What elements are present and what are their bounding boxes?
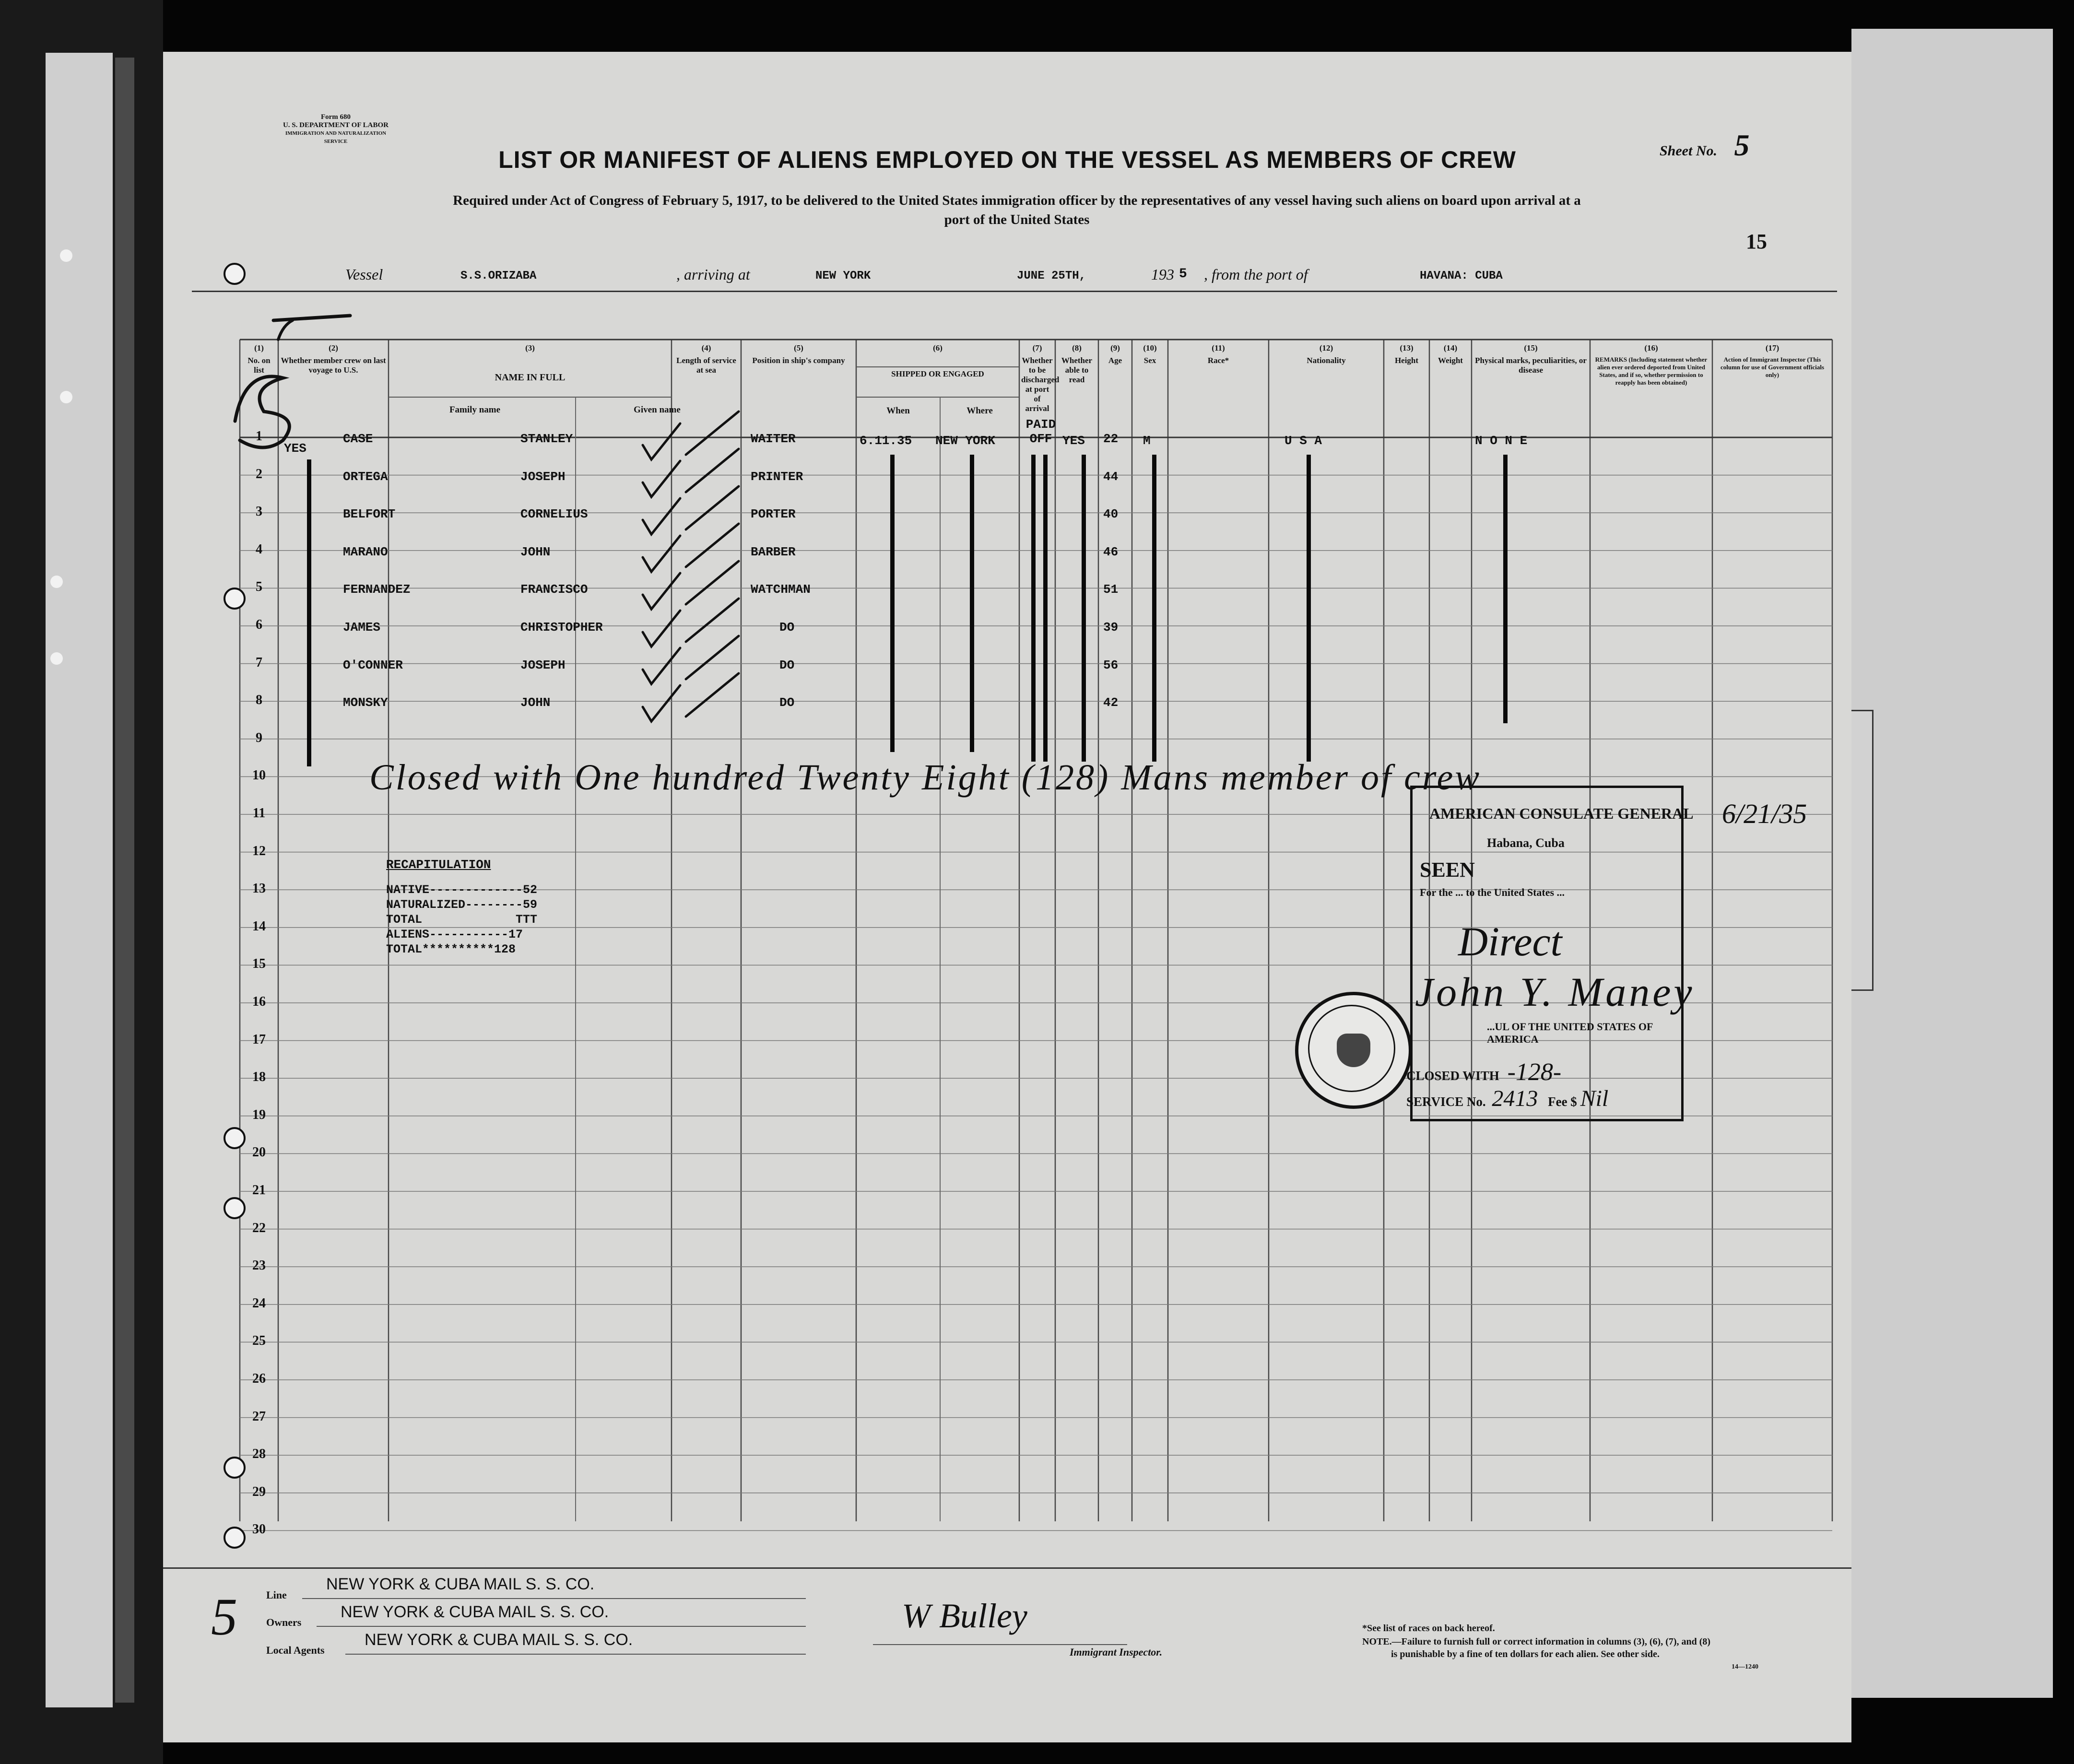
row-number: 23 [252, 1258, 266, 1273]
row-number: 19 [252, 1107, 266, 1122]
column-header: REMARKS (Including statement whether alien ever ordered deported from United States, and if so, whether permission to reapply has been obtained) [1595, 356, 1708, 386]
races-note: *See list of races on back hereof. [1362, 1623, 1495, 1634]
where-subheader: Where [966, 406, 993, 416]
nationality-value: U S A [1284, 434, 1322, 448]
family-name-cell: MARANO [343, 544, 388, 559]
family-name-cell: ORTEGA [343, 469, 388, 484]
row-number: 25 [252, 1333, 266, 1349]
sheet-number: 5 [1734, 128, 1750, 162]
age-cell: 44 [1103, 469, 1119, 484]
column-number: (5) [794, 343, 803, 353]
member-last-voyage: YES [284, 441, 306, 456]
age-cell: 51 [1103, 582, 1119, 597]
column-header: Height [1394, 356, 1419, 365]
position-cell: WAITER [751, 432, 796, 446]
consulate-stamp-header: AMERICAN CONSULATE GENERAL [1429, 805, 1694, 822]
family-name-subheader: Family name [449, 405, 501, 415]
manifest-sheet [163, 52, 1851, 1742]
column-number: (12) [1319, 343, 1333, 353]
column-number: (3) [525, 343, 535, 353]
row-number: 1 [256, 429, 262, 444]
agents-label: Local Agents [266, 1644, 325, 1656]
binding-hole-icon [60, 249, 72, 262]
line-value: NEW YORK & CUBA MAIL S. S. CO. [326, 1575, 595, 1593]
row-number: 17 [252, 1032, 266, 1047]
recap-line: NATURALIZED--------59 [386, 898, 538, 912]
binding-hole-icon [224, 1457, 246, 1479]
subtitle-line-1: Required under Act of Congress of February 5, 1917, to be delivered to the United States immigration officer by the representatives of any vessel having such aliens on board upon arrival at a [453, 193, 1581, 208]
row-number: 16 [252, 994, 266, 1009]
from-port-label: , from the port of [1204, 266, 1308, 283]
column-header: Action of Immigrant Inspector (This column for use of Government officials only) [1720, 356, 1825, 378]
shipped-when: 6.11.35 [860, 434, 912, 448]
column-header: NAME IN FULL [495, 372, 566, 383]
column-number: (10) [1143, 343, 1157, 353]
row-number: 24 [252, 1295, 266, 1311]
column-number: (14) [1443, 343, 1458, 353]
column-header: Whether able to read [1061, 356, 1093, 384]
binding-hole-icon [50, 576, 63, 588]
column-number: (11) [1212, 343, 1225, 353]
column-number: (8) [1072, 343, 1082, 353]
service-name: IMMIGRATION AND NATURALIZATION SERVICE [285, 130, 387, 144]
column-header: Nationality [1307, 356, 1346, 365]
family-name-cell: JAMES [343, 620, 381, 635]
shipped-where: NEW YORK [935, 434, 995, 448]
binding-hole-icon [50, 652, 63, 665]
given-name-subheader: Given name [634, 405, 681, 415]
column-header: Whether member crew on last voyage to U.S. [281, 356, 386, 375]
row-number: 9 [256, 730, 262, 745]
column-header: Physical marks, peculiarities, or disease [1475, 356, 1587, 375]
row-number: 21 [252, 1183, 266, 1198]
owners-value: NEW YORK & CUBA MAIL S. S. CO. [341, 1603, 609, 1621]
age-cell: 56 [1103, 658, 1119, 672]
given-name-cell: JOSEPH [520, 469, 566, 484]
able-to-read-value: YES [1062, 434, 1085, 448]
row-number: 2 [256, 466, 262, 482]
fine-note-1: NOTE.—Failure to furnish full or correct information in columns (3), (6), (7), and (8) [1362, 1636, 1711, 1647]
sheet-label: Sheet No. [1660, 143, 1717, 159]
corner-number: 15 [1746, 230, 1767, 253]
column-number: (16) [1644, 343, 1658, 353]
row-number: 4 [256, 541, 262, 557]
column-header: Weight [1438, 356, 1463, 365]
row-number: 28 [252, 1446, 266, 1462]
closed-with-value: -128- [1507, 1058, 1562, 1086]
arriving-label: , arriving at [676, 266, 750, 283]
binding-hole-icon [60, 391, 72, 403]
consulate-seal-icon [1295, 992, 1412, 1109]
column-number: (15) [1524, 343, 1538, 353]
column-header: Length of service at sea [676, 356, 736, 375]
age-cell: 22 [1103, 432, 1119, 446]
given-name-cell: CORNELIUS [520, 507, 588, 522]
adjacent-page-right [1851, 29, 2053, 1698]
row-number: 11 [252, 806, 266, 821]
given-name-cell: JOHN [520, 544, 551, 559]
position-cell: PRINTER [751, 469, 803, 484]
family-name-cell: BELFORT [343, 507, 396, 522]
row-number: 12 [252, 843, 266, 858]
column-number: (1) [254, 343, 264, 353]
stamp-city: Habana, Cuba [1487, 836, 1565, 850]
column-header: Race* [1207, 356, 1229, 365]
column-number: (9) [1110, 343, 1120, 353]
recapitulation-block [386, 858, 537, 957]
agents-value: NEW YORK & CUBA MAIL S. S. CO. [365, 1631, 633, 1649]
discharged-value: PAID OFF [1025, 417, 1056, 446]
column-header: Whether to be discharged at port of arrival [1021, 356, 1060, 413]
fee-value: Nil [1580, 1086, 1609, 1111]
row-number: 20 [252, 1145, 266, 1160]
position-cell: WATCHMAN [751, 582, 811, 597]
binding-hole-icon [224, 1527, 246, 1549]
row-number: 27 [252, 1409, 266, 1424]
recap-title: RECAPITULATION [386, 858, 491, 872]
fee-label: Fee $ [1548, 1094, 1577, 1109]
handwritten-closing-note: Closed with One hundred Twenty Eight (128) Mans member of crew [369, 757, 1482, 798]
position-cell: DO [779, 695, 795, 710]
inspector-label: Immigrant Inspector. [1070, 1646, 1163, 1658]
margin-handwritten-mark: 5 [211, 1588, 237, 1646]
recap-line: TOTAL TTT [386, 913, 538, 927]
given-name-cell: STANLEY [520, 432, 573, 446]
column-number: (17) [1765, 343, 1779, 353]
arrival-date: JUNE 25TH, [1017, 270, 1086, 282]
row-number: 7 [256, 655, 262, 670]
manifest-title: LIST OR MANIFEST OF ALIENS EMPLOYED ON THE VESSEL AS MEMBERS OF CREW [498, 146, 1516, 173]
column-number: (13) [1400, 343, 1414, 353]
stamp-signature-1: Direct [1458, 918, 1562, 964]
binding-hole-icon [224, 588, 246, 610]
vessel-name: S.S.ORIZABA [460, 270, 537, 282]
stamp-seen: SEEN [1420, 858, 1475, 882]
position-cell: BARBER [751, 544, 796, 559]
age-cell: 46 [1103, 544, 1119, 559]
inspector-signature: W Bulley [902, 1597, 1027, 1635]
column-header: Age [1108, 356, 1122, 365]
column-header: No. on list [247, 356, 271, 375]
form-number: Form 680 [320, 113, 351, 121]
service-no-value: 2413 [1492, 1086, 1538, 1111]
column-header: Position in ship's company [752, 356, 845, 365]
stamp-for-text: For the ... to the United States ... [1420, 886, 1565, 898]
age-cell: 39 [1103, 620, 1119, 635]
owners-label: Owners [266, 1616, 302, 1628]
age-cell: 40 [1103, 507, 1119, 522]
row-number: 14 [252, 918, 266, 934]
row-number: 8 [256, 693, 262, 708]
recap-line: TOTAL**********128 [386, 942, 516, 956]
stamp-consul-line: ...UL OF THE UNITED STATES OF AMERICA [1487, 1021, 1653, 1045]
row-number: 29 [252, 1484, 266, 1499]
column-header: SHIPPED OR ENGAGED [891, 369, 984, 378]
subtitle-line-2: port of the United States [944, 212, 1090, 227]
row-number: 15 [252, 956, 266, 972]
binding-hole-icon [224, 1197, 246, 1219]
row-number: 5 [256, 579, 262, 595]
row-number: 22 [252, 1220, 266, 1235]
page-gutter [115, 58, 134, 1703]
age-cell: 42 [1103, 695, 1119, 710]
from-port: HAVANA: CUBA [1420, 270, 1503, 282]
given-name-cell: FRANCISCO [520, 582, 588, 597]
consulate-stamp [1406, 786, 1856, 1111]
position-cell: DO [779, 620, 795, 635]
recap-line: NATIVE-------------52 [386, 883, 538, 897]
year-suffix: 5 [1179, 267, 1187, 282]
vessel-label: Vessel [345, 266, 383, 283]
family-name-cell: MONSKY [343, 695, 388, 710]
row-number: 3 [256, 504, 262, 519]
column-number: (7) [1032, 343, 1042, 353]
service-no-label: SERVICE No. [1406, 1094, 1486, 1109]
row-number: 30 [252, 1522, 266, 1537]
column-number: (6) [933, 343, 943, 353]
department-name: U. S. DEPARTMENT OF LABOR [283, 121, 389, 129]
adjacent-page-left [46, 53, 113, 1707]
given-name-cell: JOHN [520, 695, 551, 710]
family-name-cell: O'CONNER [343, 658, 403, 672]
column-number: (4) [701, 343, 711, 353]
arrival-port: NEW YORK [815, 270, 871, 282]
fine-note-2: is punishable by a fine of ten dollars for each alien. See other side. [1391, 1649, 1660, 1659]
row-number: 10 [252, 768, 266, 783]
line-label: Line [266, 1589, 287, 1601]
binding-hole-icon [224, 1127, 246, 1149]
given-name-cell: CHRISTOPHER [520, 620, 603, 635]
position-cell: PORTER [751, 507, 796, 522]
row-number: 26 [252, 1371, 266, 1386]
stamp-date: 6/21/35 [1722, 798, 1807, 829]
when-subheader: When [886, 406, 910, 416]
closed-with-label: CLOSED WITH [1406, 1069, 1499, 1083]
binding-hole-icon [224, 263, 246, 285]
position-cell: DO [779, 658, 795, 672]
row-number: 6 [256, 617, 262, 632]
row-number: 13 [252, 881, 266, 896]
column-header: Sex [1143, 356, 1156, 365]
family-name-cell: CASE [343, 432, 373, 446]
sex-value: M [1143, 434, 1151, 448]
family-name-cell: FERNANDEZ [343, 582, 411, 597]
year-prefix: 193 [1151, 266, 1174, 283]
physical-marks-value: N O N E [1475, 434, 1528, 448]
stamp-signature-2: John Y. Maney [1415, 969, 1695, 1015]
given-name-cell: JOSEPH [520, 658, 566, 672]
column-number: (2) [329, 343, 338, 353]
form-code: 14—1240 [1732, 1663, 1758, 1670]
row-number: 18 [252, 1070, 266, 1085]
recap-line: ALIENS-----------17 [386, 928, 523, 941]
